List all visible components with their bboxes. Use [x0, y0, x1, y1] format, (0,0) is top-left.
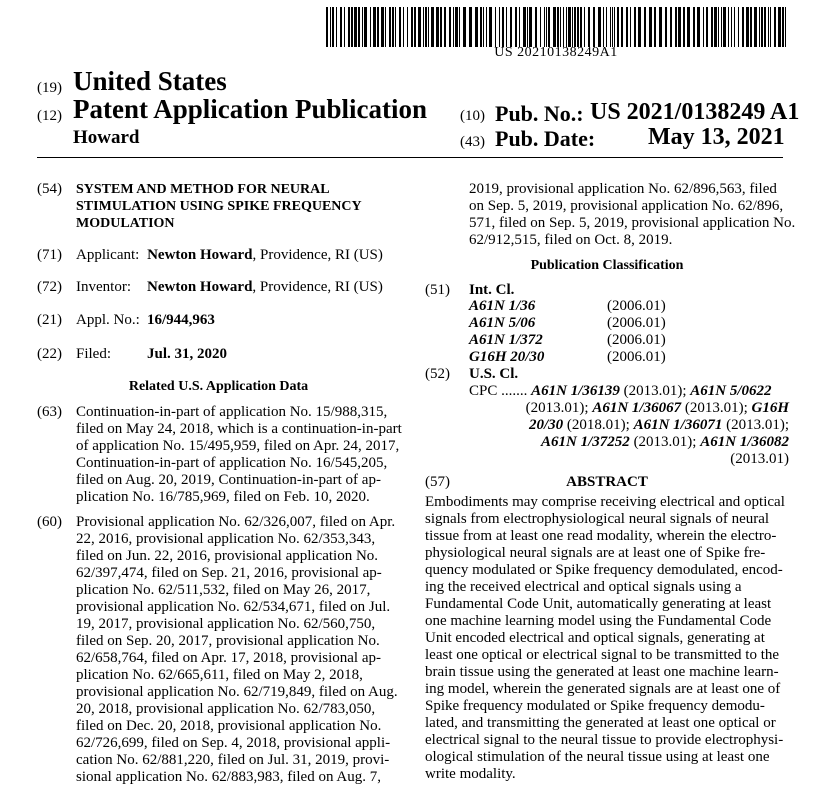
appl-no-value: 16/944,963	[147, 312, 215, 328]
text-line: sional application No. 62/883,983, filed on Aug. 7,	[76, 769, 381, 785]
header-divider	[37, 157, 783, 158]
abstract-line: quency modulated or Spike frequency demodulated, encod-	[425, 562, 783, 578]
cpc-version: (2013.01);	[681, 400, 752, 416]
abstract-line: least one optical or electrical signal to be transmitted to the	[425, 647, 780, 663]
int-cl-class: A61N 1/372	[469, 332, 543, 348]
pub-no-label: Pub. No.:	[495, 101, 584, 126]
cpc-version: (2013.01);	[722, 417, 789, 433]
publication-number-barcode-text: US 20210138249A1	[494, 45, 618, 60]
applicant-label: Applicant:	[76, 247, 140, 263]
inid-code-10: (10)	[460, 108, 485, 124]
text-line: Continuation-in-part of application No. 16/545,205,	[76, 455, 388, 471]
abstract-line: ing the received electrical and optical signals using a	[425, 579, 742, 595]
applicant-field	[76, 247, 383, 264]
continuation-text	[76, 404, 401, 506]
cpc-class: A61N 1/36139	[531, 383, 620, 399]
abstract-line: Embodiments may comprise receiving electrical and optical	[425, 494, 785, 510]
text-line: plication No. 62/511,532, filed on May 26, 2017,	[76, 582, 371, 598]
text-line: provisional application No. 62/534,671, filed on Jul.	[76, 599, 391, 615]
int-cl-table	[469, 298, 666, 366]
inventor-location: , Providence, RI (US)	[252, 279, 383, 295]
title-line: STIMULATION USING SPIKE FREQUENCY	[76, 199, 362, 214]
text-line: of application No. 15/495,959, filed on Apr. 24, 2017,	[76, 438, 400, 454]
abstract-heading: ABSTRACT	[566, 474, 648, 490]
pub-date-label: Pub. Date:	[495, 126, 596, 151]
filed-label: Filed:	[76, 346, 112, 362]
int-cl-row	[469, 298, 666, 315]
cpc-class: 20/30	[528, 417, 564, 433]
abstract-text	[425, 494, 789, 783]
text-line: Provisional application No. 62/326,007, filed on Apr.	[76, 514, 396, 530]
inid-code-12: (12)	[37, 108, 62, 124]
inid-code-43: (43)	[460, 134, 485, 150]
abstract-line: write modality.	[425, 766, 516, 782]
int-cl-label: Int. Cl.	[469, 282, 515, 298]
inid-code-57: (57)	[425, 474, 450, 490]
invention-title	[76, 181, 362, 232]
abstract-line: tissue from at least one read modality, wherein the electro-	[425, 528, 777, 544]
cpc-line	[469, 400, 789, 417]
abstract-line: ological stimulation of the neural tissue using at least one	[425, 749, 770, 765]
text-line: plication No. 16/785,969, filed on Feb. 10, 2020.	[76, 489, 370, 505]
appl-no-label: Appl. No.:	[76, 312, 140, 328]
abstract-line: signals from electrophysiological neural signals of neural	[425, 511, 770, 527]
text-line: filed on May 24, 2018, which is a continuation-in-part	[76, 421, 402, 437]
text-line: 62/912,515, filed on Oct. 8, 2019.	[469, 232, 673, 248]
text-line: 571, filed on Sep. 5, 2019, provisional application No.	[469, 215, 796, 231]
inid-code-60: (60)	[37, 514, 62, 530]
text-line: 22, 2016, provisional application No. 62/353,343,	[76, 531, 376, 547]
int-cl-version: (2006.01)	[607, 349, 666, 365]
abstract-line: lated, and transmitting the generated at least one optical or	[425, 715, 776, 731]
int-cl-row	[469, 349, 666, 366]
cpc-line	[469, 383, 789, 400]
abstract-line: Spike frequency modulated or Spike frequency demodu-	[425, 698, 765, 714]
cpc-block	[469, 383, 789, 468]
abstract-line: one machine learning model using the Fundamental Code	[425, 613, 772, 629]
int-cl-version: (2006.01)	[607, 332, 666, 348]
cpc-line	[469, 451, 789, 468]
inventor-surname: Howard	[73, 127, 140, 148]
text-line: 19, 2017, provisional application No. 62/560,750,	[76, 616, 376, 632]
text-line: 62/658,764, filed on Apr. 17, 2018, provisional ap-	[76, 650, 381, 666]
text-line: cation No. 62/881,220, filed on Jul. 31, 2019, provi-	[76, 752, 390, 768]
inventor-name: Newton Howard	[147, 279, 253, 295]
inid-code-71: (71)	[37, 247, 62, 263]
related-continuation-text	[469, 181, 796, 249]
text-line: filed on Sep. 20, 2017, provisional application No.	[76, 633, 380, 649]
us-cl-label: U.S. Cl.	[469, 366, 519, 382]
int-cl-row	[469, 332, 666, 349]
inid-code-19: (19)	[37, 80, 62, 96]
publication-classification-heading: Publication Classification	[530, 258, 684, 273]
cpc-class: A61N 1/36071	[633, 417, 723, 433]
barcode-graphic	[326, 7, 786, 47]
cpc-version: (2013.01)	[730, 451, 789, 467]
int-cl-version: (2006.01)	[607, 315, 666, 331]
title-line: SYSTEM AND METHOD FOR NEURAL	[76, 182, 330, 197]
applicant-location: , Providence, RI (US)	[252, 247, 383, 263]
inid-code-63: (63)	[37, 404, 62, 420]
abstract-line: Unit encoded electrical and optical signals, generating at	[425, 630, 765, 646]
inventor-label: Inventor:	[76, 279, 131, 295]
provisional-text	[76, 514, 401, 786]
text-line: filed on Dec. 20, 2018, provisional application No.	[76, 718, 382, 734]
text-line: Continuation-in-part of application No. 15/988,315,	[76, 404, 388, 420]
related-data-heading: Related U.S. Application Data	[128, 379, 309, 394]
text-line: on Sep. 5, 2019, provisional application No. 62/896,	[469, 198, 784, 214]
int-cl-version: (2006.01)	[607, 298, 666, 314]
int-cl-class: A61N 1/36	[469, 298, 536, 314]
abstract-line: ing model, wherein the generated signals are at least one of	[425, 681, 781, 697]
applicant-name: Newton Howard	[147, 247, 253, 263]
inid-code-22: (22)	[37, 346, 62, 362]
abstract-line: physiological neural signals are at least one of Spike fre-	[425, 545, 766, 561]
cpc-version: (2013.01);	[525, 400, 593, 416]
inid-code-54: (54)	[37, 181, 62, 197]
abstract-line: electrical signal to the neural tissue to provide electrophysi-	[425, 732, 784, 748]
inventor-field	[147, 279, 383, 296]
cpc-line	[469, 434, 789, 451]
inid-code-72: (72)	[37, 279, 62, 295]
text-line: 2019, provisional application No. 62/896,563, filed	[469, 181, 777, 197]
inid-code-21: (21)	[37, 312, 62, 328]
text-line: filed on Jun. 22, 2016, provisional application No.	[76, 548, 379, 564]
cpc-class: G16H	[751, 400, 789, 416]
document-type-title: Patent Application Publication	[73, 94, 428, 124]
inid-code-52: (52)	[425, 366, 450, 382]
text-line: plication No. 62/665,611, filed on May 2, 2018,	[76, 667, 363, 683]
int-cl-class: G16H 20/30	[469, 349, 545, 365]
abstract-line: Fundamental Code Unit, automatically generating at least	[425, 596, 772, 612]
int-cl-class: A61N 5/06	[469, 315, 536, 331]
cpc-class: A61N 1/36067	[592, 400, 682, 416]
cpc-version: (2013.01);	[619, 383, 691, 399]
pub-date-value: May 13, 2021	[648, 124, 785, 150]
int-cl-row	[469, 315, 666, 332]
title-line: MODULATION	[76, 216, 175, 231]
cpc-class: A61N 1/36082	[700, 434, 789, 450]
text-line: 20, 2018, provisional application No. 62/783,050,	[76, 701, 376, 717]
text-line: provisional application No. 62/719,849, filed on Aug.	[76, 684, 398, 700]
cpc-line	[469, 417, 789, 434]
pub-no-value: US 2021/0138249 A1	[590, 99, 800, 125]
country-title: United States	[73, 66, 227, 96]
abstract-line: brain tissue using the generated at least one machine learn-	[425, 664, 779, 680]
filed-value: Jul. 31, 2020	[147, 346, 228, 362]
cpc-class: A61N 1/37252	[541, 434, 630, 450]
text-line: 62/397,474, filed on Sep. 21, 2016, provisional ap-	[76, 565, 382, 581]
text-line: 62/726,699, filed on Sep. 4, 2018, provisional appli-	[76, 735, 391, 751]
cpc-label: CPC .......	[469, 383, 528, 399]
cpc-version: (2018.01);	[563, 417, 634, 433]
inid-code-51: (51)	[425, 282, 450, 298]
cpc-version: (2013.01);	[629, 434, 701, 450]
text-line: filed on Aug. 20, 2019, Continuation-in-part of ap-	[76, 472, 381, 488]
cpc-class: A61N 5/0622	[690, 383, 772, 399]
